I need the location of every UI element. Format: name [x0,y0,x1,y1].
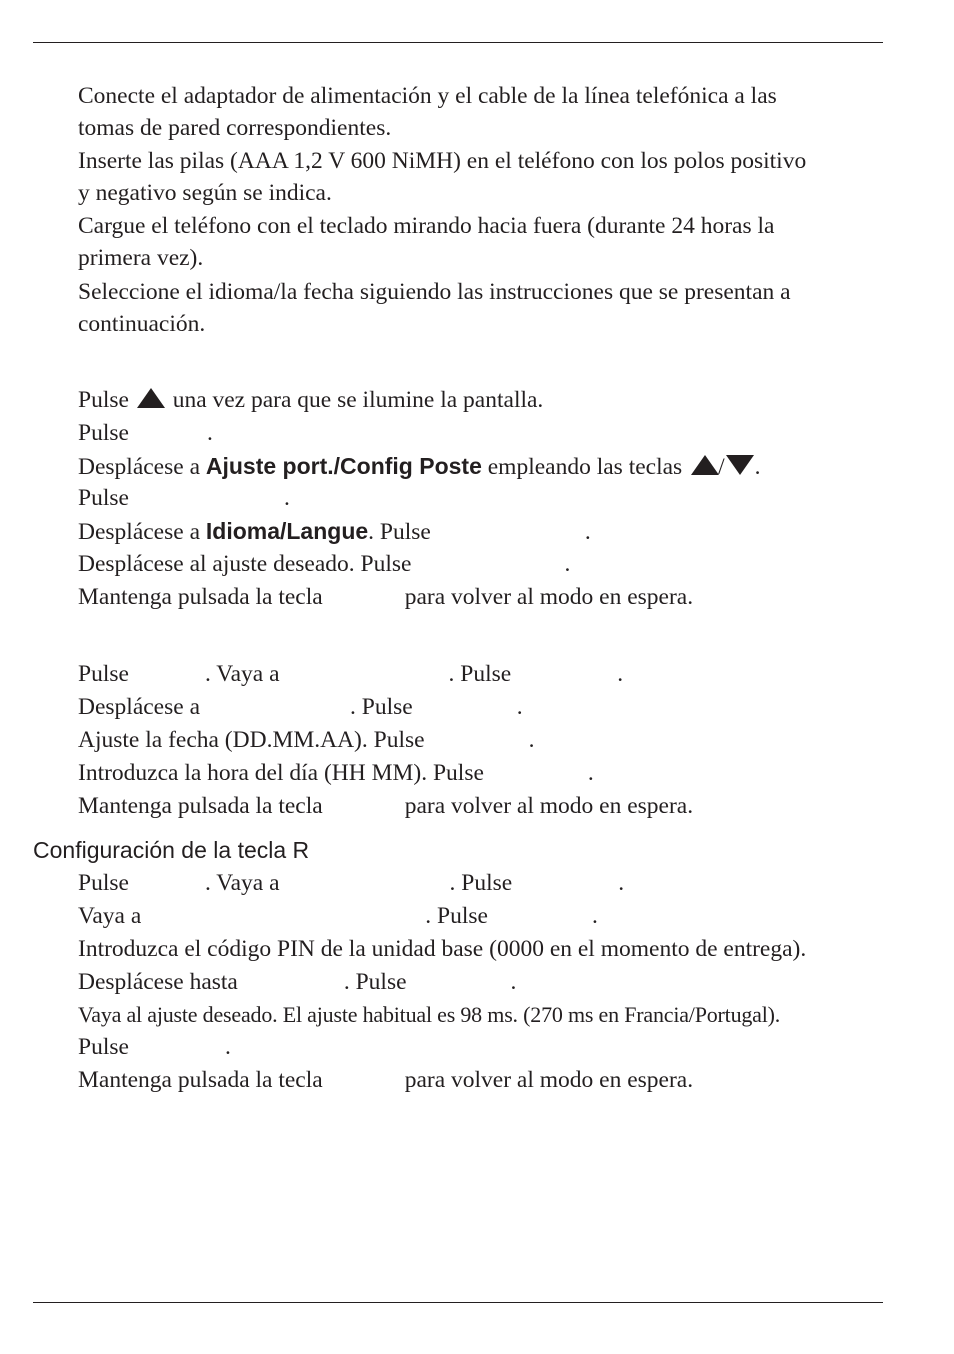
datetime-step-2 [78,691,523,723]
datetime-step-1 [78,658,623,690]
text: . Pulse [350,694,413,720]
text: . Pulse [449,870,513,896]
rkey-step-4 [78,966,516,998]
text: . Vaya a [204,661,280,687]
text: Mantenga pulsada la tecla [78,793,323,819]
text: Desplácese a [78,519,200,545]
language-step-3 [78,450,760,483]
text: . Pulse [448,661,512,687]
rkey-step-7 [78,1064,693,1096]
intro-line-2: tomas de pared correspondientes. [78,115,392,141]
text: empleando las teclas [487,454,683,480]
language-step-1 [78,384,543,416]
text: . [618,870,625,896]
datetime-step-5 [78,790,693,822]
text: . [516,694,523,720]
intro-line-5: Cargue el teléfono con el teclado mirando hacia fuera (durante 24 horas la [78,213,775,239]
text: Pulse [78,387,129,413]
text: Desplácese hasta [78,969,238,995]
text: . Pulse [343,969,407,995]
text: . Pulse [425,903,488,929]
text: Desplácese a [78,694,200,720]
text: . [587,760,594,786]
language-step-6 [78,548,570,580]
text: . Pulse [368,519,431,545]
top-rule [33,42,883,43]
text: una vez para que se ilumine la pantalla. [172,387,544,413]
text: Pulse [78,1034,129,1060]
text: . [224,1034,231,1060]
text: Introduzca la hora del día (HH MM). Pulse [78,760,484,786]
language-step-4 [78,482,290,514]
text: . [283,485,290,511]
datetime-step-3 [78,724,534,756]
down-arrow-icon [725,453,755,477]
bottom-rule [33,1302,883,1303]
language-step-7 [78,581,693,613]
datetime-step-4 [78,757,594,789]
text: . [206,420,213,446]
text: . [564,551,571,577]
intro-line-1: Conecte el adaptador de alimentación y el cable de la línea telefónica a las [78,83,777,109]
text: Pulse [78,661,129,687]
text: . [528,727,535,753]
intro-line-3: Inserte las pilas (AAA 1,2 V 600 NiMH) en el teléfono con los polos positivo [78,148,807,174]
text: Pulse [78,485,129,511]
text: Mantenga pulsada la tecla [78,584,323,610]
text: Vaya a [78,903,142,929]
text: Pulse [78,420,129,446]
text: Pulse [78,870,129,896]
rkey-step-5: Vaya al ajuste deseado. El ajuste habitual es 98 ms. (270 ms en Francia/Portugal). [78,1002,781,1027]
rkey-step-6 [78,1031,231,1063]
text: . Vaya a [204,870,280,896]
text: Desplácese a [78,454,200,480]
text: . [591,903,598,929]
intro-line-4: y negativo según se indica. [78,180,332,206]
intro-line-7: Seleccione el idioma/la fecha siguiendo las instrucciones que se presentan a [78,279,791,305]
language-step-5 [78,515,591,548]
rkey-step-2 [78,900,598,932]
text: Ajuste la fecha (DD.MM.AA). Pulse [78,727,425,753]
menu-item-name: Idioma/Langue [205,518,369,544]
menu-item-name: Ajuste port./Config Poste [205,453,482,479]
text: Desplácese al ajuste deseado. Pulse [78,551,412,577]
text: . [617,661,624,687]
intro-line-6: primera vez). [78,245,204,271]
up-arrow-icon [690,453,720,477]
text: . [754,454,761,480]
text: para volver al modo en espera. [404,1067,694,1093]
text: . [584,519,591,545]
text: Mantenga pulsada la tecla [78,1067,323,1093]
rkey-step-3: Introduzca el código PIN de la unidad base (0000 en el momento de entrega). [78,936,807,962]
up-arrow-icon [135,386,167,410]
text: . [510,969,517,995]
text: para volver al modo en espera. [404,793,694,819]
text: para volver al modo en espera. [404,584,694,610]
text: / [718,454,725,480]
rkey-step-1 [78,867,624,899]
section-heading: Configuración de la tecla R [33,837,310,863]
intro-line-8: continuación. [78,311,206,337]
language-step-2 [78,417,213,449]
